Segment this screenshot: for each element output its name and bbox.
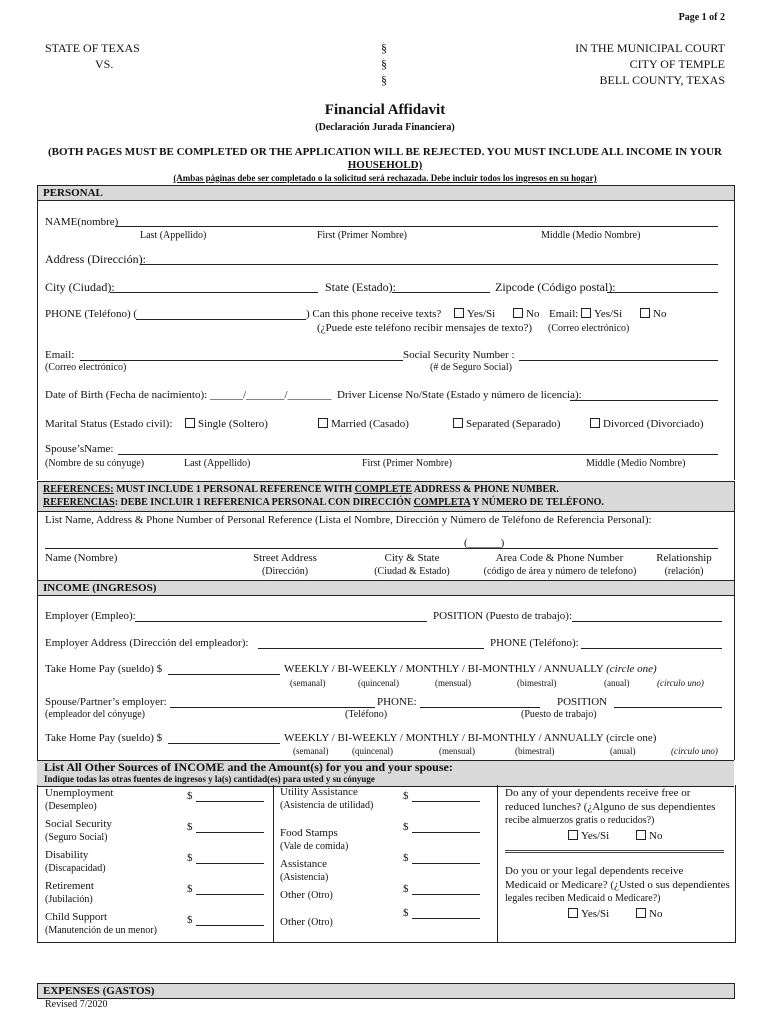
other-income-title-es: Indique todas las otras fuentes de ingresos y la(s) cantidad(es) para usted y su cónyuge	[44, 774, 375, 784]
dl-input[interactable]	[570, 400, 718, 401]
texts-no-option[interactable]: No	[513, 308, 539, 320]
ref-city-caption-es: (Ciudad & Estado)	[374, 566, 450, 577]
assistance-label: Assistance	[280, 858, 328, 870]
revised-date: Revised 7/2020	[45, 999, 108, 1010]
lunch-yes-option[interactable]: Yes/Si	[568, 830, 609, 842]
phone-input[interactable]	[136, 319, 306, 320]
spouse-name-label: Spouse’sName:	[45, 443, 114, 455]
zipcode-label: Zipcode (Código postal):	[495, 280, 616, 294]
checkbox-icon	[568, 908, 578, 918]
spouse-name-caption: (Nombre de su cónyuge)	[45, 458, 145, 469]
vs-label: VS.	[95, 57, 114, 71]
spouse-take-home-label: Take Home Pay (sueldo) $	[45, 732, 163, 744]
phone-label: PHONE (Teléfono) (	[45, 308, 138, 320]
unemployment-amount-input[interactable]	[196, 801, 264, 802]
assistance-dollar: $	[403, 852, 409, 864]
page-title: Financial Affidavit	[324, 102, 446, 118]
unemployment-label: Unemployment	[45, 787, 114, 799]
spouse-middle-caption: Middle (Medio Nombre)	[586, 458, 686, 469]
freq-anual: (anual)	[604, 678, 630, 688]
ssn-label: Social Security Number :	[403, 349, 515, 361]
checkbox-icon	[454, 308, 464, 318]
zipcode-input[interactable]	[607, 292, 718, 293]
social-security-label: Social Security	[45, 818, 112, 830]
marital-separated-option[interactable]: Separated (Separado)	[453, 418, 560, 430]
ref-phone-caption-es: (código de área y número de telefono)	[483, 566, 637, 577]
employer-input[interactable]	[135, 621, 427, 622]
utility-assistance-caption: (Asistencia de utilidad)	[280, 800, 374, 811]
spouse-pay-frequency-options[interactable]: WEEKLY / BI-WEEKLY / MONTHLY / BI-MONTHLY / ANNUALLY (circle one)	[284, 732, 657, 744]
references-title-es: REFERENCIAS: DEBE INCLUIR 1 REFERENICA PERSONAL CON DIRECCIÓN COMPLETA Y NÚMERO DE TELÉFONO.	[43, 497, 604, 508]
ref-phone-caption: Area Code & Phone Number	[495, 552, 624, 564]
section-symbol: §	[381, 57, 387, 71]
references-border-right	[734, 481, 735, 580]
ref-city-caption: City & State	[384, 552, 440, 564]
pay-frequency-options[interactable]: WEEKLY / BI-WEEKLY / MONTHLY / BI-MONTHLY / ANNUALLY (circle one)	[284, 663, 657, 675]
food-stamps-caption: (Vale de comida)	[280, 841, 349, 852]
state-input[interactable]	[392, 292, 490, 293]
checkbox-icon	[581, 308, 591, 318]
section-symbol: §	[381, 73, 387, 87]
freq2-circulo: (circulo uno)	[671, 746, 718, 756]
email-caption: (Correo electrónico)	[45, 362, 127, 373]
retirement-dollar: $	[187, 883, 193, 895]
freq-semanal: (semanal)	[290, 678, 326, 688]
reference-phone-paren: (______)	[464, 537, 505, 549]
warning-line-1: (BOTH PAGES MUST BE COMPLETED OR THE APPLICATION WILL BE REJECTED. YOU MUST INCLUDE ALL INCOME IN YOUR	[48, 146, 722, 158]
personal-section-header: PERSONAL	[37, 185, 734, 201]
medicaid-question-line-2: Medicaid or Medicare? (¿Usted o sus dependientes	[505, 879, 730, 891]
name-input[interactable]	[115, 226, 718, 227]
spouse-first-caption: First (Primer Nombre)	[362, 458, 452, 469]
email-question: Email:	[549, 308, 579, 320]
freq2-semanal: (semanal)	[293, 746, 329, 756]
page-subtitle: (Declaración Jurada Financiera)	[315, 122, 455, 133]
checkbox-icon	[640, 308, 650, 318]
spouse-position-caption: (Puesto de trabajo)	[521, 709, 597, 720]
spouse-take-home-input[interactable]	[168, 743, 280, 744]
checkbox-icon	[568, 830, 578, 840]
medicaid-no-option[interactable]: No	[636, 908, 662, 920]
ref-street-caption: Street Address	[253, 552, 317, 564]
spouse-phone-label: PHONE:	[377, 696, 417, 708]
checkbox-icon	[318, 418, 328, 428]
email-label: Email:	[45, 349, 75, 361]
other-income-divider-2	[497, 785, 498, 942]
employer-phone-input[interactable]	[581, 648, 722, 649]
email-yes-option[interactable]: Yes/Si	[581, 308, 622, 320]
child-support-label: Child Support	[45, 911, 108, 923]
court-county: BELL COUNTY, TEXAS	[599, 73, 725, 87]
social-security-dollar: $	[187, 821, 193, 833]
freq-circulo: (circulo uno)	[657, 678, 704, 688]
position-label: POSITION (Puesto de trabajo):	[433, 610, 573, 622]
disability-amount-input[interactable]	[196, 863, 264, 864]
other-1-amount-input[interactable]	[412, 894, 480, 895]
address-label: Address (Dirección):	[45, 252, 146, 266]
name-middle-caption: Middle (Medio Nombre)	[541, 230, 641, 241]
other-1-dollar: $	[403, 883, 409, 895]
page-number: Page 1 of 2	[678, 12, 725, 23]
spouse-phone-input[interactable]	[420, 707, 540, 708]
utility-assistance-dollar: $	[403, 790, 409, 802]
references-title: REFERENCES: MUST INCLUDE 1 PERSONAL REFERENCE WITH COMPLETE ADDRESS & PHONE NUMBER.	[43, 484, 559, 495]
email-question-es: (Correo electrónico)	[548, 323, 630, 334]
assistance-caption: (Asistencia)	[280, 872, 329, 883]
employer-label: Employer (Empleo):	[45, 610, 136, 622]
other-income-title: List All Other Sources of INCOME and the Amount(s) for you and your spouse:	[44, 760, 453, 774]
food-stamps-amount-input[interactable]	[412, 832, 480, 833]
ref-relationship-caption: Relationship	[656, 552, 712, 564]
take-home-input[interactable]	[168, 674, 280, 675]
dob-field[interactable]: Date of Birth (Fecha de nacimiento): ______/_______/________	[45, 389, 332, 401]
warning-line-2: HOUSEHOLD)	[347, 159, 423, 171]
unemployment-caption: (Desempleo)	[45, 801, 97, 812]
personal-border-right	[734, 185, 735, 480]
expenses-border-left	[37, 983, 38, 999]
spouse-phone-caption: (Teléfono)	[345, 709, 388, 720]
utility-assistance-amount-input[interactable]	[412, 801, 480, 802]
medicaid-question-line-3: legales reciben Medicaid o Medicare?)	[505, 893, 661, 904]
retirement-caption: (Jubilación)	[45, 894, 93, 905]
name-label: NAME(nombre)	[45, 216, 119, 228]
income-border-left	[37, 580, 38, 760]
marital-single-option[interactable]: Single (Soltero)	[185, 418, 268, 430]
court-name: IN THE MUNICIPAL COURT	[575, 41, 725, 55]
lunch-question-line-1: Do any of your dependents receive free or	[505, 787, 691, 799]
social-security-amount-input[interactable]	[196, 832, 264, 833]
lunch-question-line-3: recibe almuerzos gratis o reducidos?)	[505, 815, 655, 826]
freq-bimestral: (bimestral)	[517, 678, 557, 688]
freq-quincenal: (quincenal)	[358, 678, 399, 688]
freq2-bimestral: (bimestral)	[515, 746, 555, 756]
ref-name-caption: Name (Nombre)	[45, 552, 118, 564]
ref-street-caption-es: (Dirección)	[261, 566, 309, 577]
retirement-label: Retirement	[45, 880, 94, 892]
section-symbol: §	[381, 41, 387, 55]
freq2-anual: (anual)	[610, 746, 636, 756]
name-last-caption: Last (Appellido)	[140, 230, 207, 241]
disability-dollar: $	[187, 852, 193, 864]
other-1-label: Other (Otro)	[280, 889, 333, 901]
social-security-caption: (Seguro Social)	[45, 832, 108, 843]
spouse-employer-caption: (empleador del cónyuge)	[45, 709, 145, 720]
utility-assistance-label: Utility Assistance	[280, 786, 358, 798]
ssn-input[interactable]	[519, 360, 718, 361]
food-stamps-dollar: $	[403, 821, 409, 833]
checkbox-icon	[513, 308, 523, 318]
marital-divorced-option[interactable]: Divorced (Divorciado)	[590, 418, 704, 430]
spouse-last-caption: Last (Appellido)	[184, 458, 251, 469]
spouse-position-input[interactable]	[614, 707, 722, 708]
other-2-label: Other (Otro)	[280, 916, 333, 928]
child-support-caption: (Manutención de un menor)	[45, 925, 157, 936]
medicaid-question-line-1: Do you or your legal dependents receive	[505, 865, 684, 877]
income-border-right	[734, 580, 735, 760]
freq2-quincenal: (quincenal)	[352, 746, 393, 756]
state-label: State (Estado):	[325, 280, 396, 294]
email-no-option[interactable]: No	[640, 308, 666, 320]
unemployment-dollar: $	[187, 790, 193, 802]
checkbox-icon	[636, 830, 646, 840]
spouse-employer-label: Spouse/Partner’s employer:	[45, 696, 167, 708]
income-section-header: INCOME (INGRESOS)	[37, 580, 734, 596]
ssn-caption: (# de Seguro Social)	[430, 362, 512, 373]
checkbox-icon	[636, 908, 646, 918]
city-label: City (Ciudad):	[45, 280, 115, 294]
retirement-amount-input[interactable]	[196, 894, 264, 895]
marital-label: Marital Status (Estado civil):	[45, 418, 173, 430]
medicaid-yes-option[interactable]: Yes/Si	[568, 908, 609, 920]
references-instruction: List Name, Address & Phone Number of Personal Reference (Lista el Nombre, Dirección y Número de Teléfono de Referencia Personal):	[45, 514, 652, 526]
dl-label: Driver License No/State (Estado y número de licencia):	[337, 389, 582, 401]
warning-spanish: (Ambas páginas debe ser completado o la solicitud será rechazada. Debe incluir todos los ingresos en su hogar)	[173, 173, 597, 183]
reference-input[interactable]	[45, 548, 718, 549]
texts-question: ) Can this phone receive texts?	[306, 308, 442, 320]
employer-phone-label: PHONE (Teléfono):	[490, 637, 579, 649]
city-input[interactable]	[110, 292, 318, 293]
other-2-dollar: $	[403, 907, 409, 919]
freq-mensual: (mensual)	[435, 678, 471, 688]
expenses-section-header: EXPENSES (GASTOS)	[37, 983, 734, 999]
expenses-border-right	[734, 983, 735, 999]
name-first-caption: First (Primer Nombre)	[317, 230, 407, 241]
freq2-mensual: (mensual)	[439, 746, 475, 756]
right-column-divider	[505, 850, 724, 853]
ref-relationship-caption-es: (relación)	[664, 566, 704, 577]
child-support-amount-input[interactable]	[196, 925, 264, 926]
address-input[interactable]	[140, 264, 718, 265]
spouse-employer-input[interactable]	[170, 707, 375, 708]
texts-yes-option[interactable]: Yes/Si	[454, 308, 495, 320]
personal-border-left	[37, 185, 38, 480]
marital-married-option[interactable]: Married (Casado)	[318, 418, 409, 430]
other-2-amount-input[interactable]	[412, 918, 480, 919]
checkbox-icon	[185, 418, 195, 428]
texts-question-es: (¿Puede este teléfono recibir mensajes de texto?)	[317, 322, 533, 334]
email-input[interactable]	[80, 360, 403, 361]
checkbox-icon	[590, 418, 600, 428]
disability-label: Disability	[45, 849, 89, 861]
spouse-position-label: POSITION	[557, 696, 608, 708]
other-income-divider-1	[273, 785, 274, 942]
references-border-left	[37, 481, 38, 580]
lunch-question-line-2: reduced lunches? (¿Alguno de sus dependientes	[505, 801, 716, 813]
assistance-amount-input[interactable]	[412, 863, 480, 864]
position-input[interactable]	[572, 621, 722, 622]
state-of-texas: STATE OF TEXAS	[45, 41, 140, 55]
employer-address-input[interactable]	[258, 648, 484, 649]
spouse-name-input[interactable]	[118, 454, 718, 455]
court-city: CITY OF TEMPLE	[629, 57, 725, 71]
employer-address-label: Employer Address (Dirección del empleador):	[45, 637, 249, 649]
food-stamps-label: Food Stamps	[280, 827, 338, 839]
disability-caption: (Discapacidad)	[45, 863, 106, 874]
lunch-no-option[interactable]: No	[636, 830, 662, 842]
take-home-label: Take Home Pay (sueldo) $	[45, 663, 163, 675]
checkbox-icon	[453, 418, 463, 428]
child-support-dollar: $	[187, 914, 193, 926]
